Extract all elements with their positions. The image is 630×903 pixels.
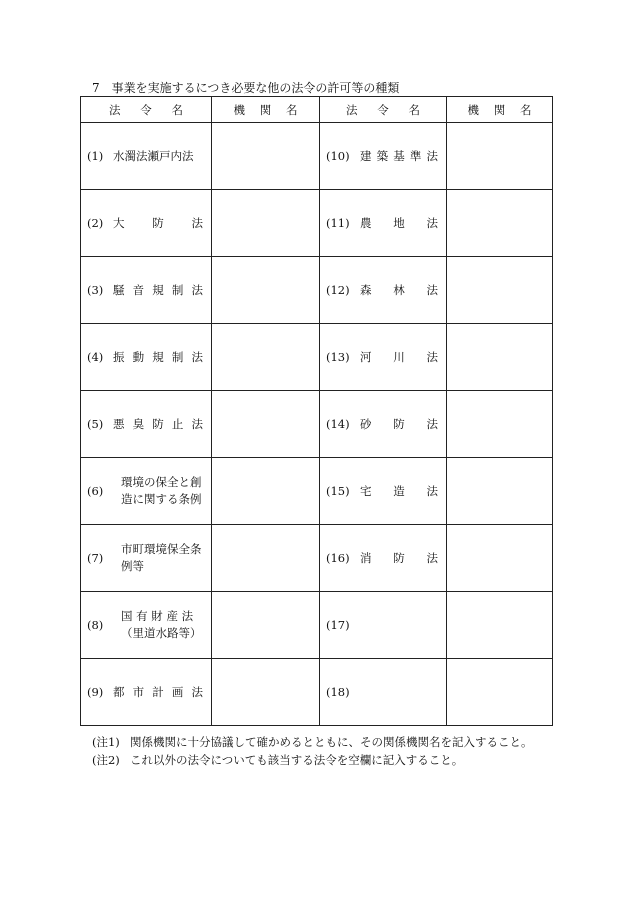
law-name-cell: [320, 190, 447, 257]
agency-cell[interactable]: [212, 458, 320, 525]
header-char: 令: [377, 102, 389, 117]
law-char: 法: [191, 417, 203, 431]
law-cell-content: [320, 123, 446, 189]
table-row: [81, 592, 553, 659]
agency-cell[interactable]: [212, 592, 320, 659]
law-cell-content: [320, 458, 446, 524]
law-name: [113, 282, 211, 298]
law-number: (2): [87, 216, 104, 230]
header-char: 名: [408, 102, 420, 117]
law-number: (9): [87, 685, 104, 699]
table-row: [81, 257, 553, 324]
law-number: (10): [326, 149, 350, 163]
law-name-cell: [81, 458, 212, 525]
law-number: (3): [87, 283, 104, 297]
header-agency-left: [212, 97, 320, 123]
law-number: (15): [326, 484, 350, 498]
law-char: 地: [393, 216, 405, 230]
law-char: 準: [409, 149, 422, 163]
law-char: 法: [191, 283, 203, 297]
law-name: [360, 282, 446, 298]
notes: [92, 733, 533, 769]
law-char: 建: [360, 149, 372, 163]
law-cell-content: [320, 391, 446, 457]
law-char: 河: [360, 350, 372, 364]
law-char: 法: [426, 149, 438, 163]
law-cell-content: [81, 659, 211, 725]
agency-cell[interactable]: [212, 123, 320, 190]
law-number: (6): [87, 484, 104, 498]
law-cell-content: [81, 324, 211, 390]
law-char: 防: [393, 417, 405, 431]
law-cell-content: [81, 525, 211, 591]
law-number: (7): [87, 551, 104, 565]
law-name-cell: [81, 592, 212, 659]
law-char: 防: [152, 216, 164, 230]
law-name: [113, 416, 211, 432]
agency-cell[interactable]: [447, 257, 553, 324]
note-2: [92, 751, 533, 769]
law-number: (17): [326, 618, 350, 632]
table-row: [81, 525, 553, 592]
law-name: [360, 148, 446, 164]
law-name: 市町環境保全条 例等: [121, 542, 202, 573]
table-row: [81, 458, 553, 525]
law-number: (8): [87, 618, 104, 632]
note-text: これ以外の法令についても該当する法令を空欄に記入すること。: [130, 753, 464, 767]
law-name: [113, 684, 211, 700]
law-char: 制: [171, 350, 184, 364]
agency-cell[interactable]: [212, 391, 320, 458]
agency-cell[interactable]: [447, 123, 553, 190]
law-char: 防: [393, 551, 405, 565]
law-char: 大: [113, 216, 125, 230]
law-cell-content: [81, 391, 211, 457]
law-name-cell: [320, 592, 447, 659]
law-cell-content: [81, 592, 211, 658]
header-char: 機: [467, 102, 479, 117]
law-cell-content: [81, 190, 211, 256]
agency-cell[interactable]: [212, 257, 320, 324]
law-name: [360, 550, 446, 566]
header-char: 名: [171, 102, 183, 117]
law-char: 農: [360, 216, 372, 230]
law-cell-content: [81, 458, 211, 524]
law-cell-content: [320, 257, 446, 323]
law-number: (4): [87, 350, 104, 364]
law-char: 止: [171, 417, 184, 431]
law-cell-content: [320, 659, 446, 725]
agency-cell[interactable]: [447, 592, 553, 659]
table-row: [81, 659, 553, 726]
header-char: 名: [520, 102, 532, 117]
law-char: 悪: [113, 417, 125, 431]
agency-cell[interactable]: [447, 659, 553, 726]
header-char: 関: [259, 102, 272, 117]
law-char: 規: [152, 283, 164, 297]
law-name-cell: [320, 123, 447, 190]
law-number: (16): [326, 551, 350, 565]
header-char: 機: [233, 102, 245, 117]
agency-cell[interactable]: [212, 525, 320, 592]
law-name: [113, 215, 211, 231]
law-char: 法: [426, 350, 438, 364]
law-char: 基: [393, 149, 405, 163]
law-name-cell: [320, 391, 447, 458]
header-law-name-right: [320, 97, 447, 123]
law-cell-content: [320, 324, 446, 390]
law-name-cell: [320, 458, 447, 525]
law-cell-content: [320, 525, 446, 591]
law-char: 臭: [132, 417, 145, 431]
law-name-cell: [81, 659, 212, 726]
permits-table: [80, 96, 553, 726]
law-char: 動: [132, 350, 145, 364]
header-char: 法: [346, 102, 358, 117]
law-name-cell: [81, 123, 212, 190]
law-char: 騒: [113, 283, 125, 297]
header-agency-right: [447, 97, 553, 123]
law-char: 防: [152, 417, 164, 431]
header-char: 令: [140, 102, 152, 117]
table-row: [81, 190, 553, 257]
note-tag: (注1): [92, 735, 120, 749]
law-char: 造: [393, 484, 405, 498]
agency-cell[interactable]: [212, 190, 320, 257]
law-char: 消: [360, 551, 372, 565]
agency-cell[interactable]: [447, 324, 553, 391]
law-char: 規: [152, 350, 164, 364]
agency-cell[interactable]: [212, 659, 320, 726]
law-char: 宅: [360, 484, 372, 498]
header-char: 関: [493, 102, 506, 117]
law-number: (5): [87, 417, 104, 431]
law-name-cell: [81, 324, 212, 391]
law-number: (18): [326, 685, 350, 699]
law-char: 画: [171, 685, 184, 699]
law-char: 音: [132, 283, 145, 297]
law-char: 法: [426, 417, 438, 431]
law-name-cell: [81, 391, 212, 458]
law-char: 法: [426, 216, 438, 230]
agency-cell[interactable]: [447, 391, 553, 458]
law-name-cell: [320, 324, 447, 391]
law-number: (11): [326, 216, 350, 230]
law-char: 法: [426, 283, 438, 297]
law-name-cell: [320, 659, 447, 726]
header-char: 法: [109, 102, 121, 117]
law-char: 法: [191, 216, 203, 230]
law-char: 森: [360, 283, 372, 297]
law-char: 市: [132, 685, 145, 699]
law-char: 振: [113, 350, 125, 364]
law-number: (14): [326, 417, 350, 431]
agency-cell[interactable]: [447, 190, 553, 257]
law-name-cell: [81, 190, 212, 257]
law-char: 砂: [360, 417, 372, 431]
law-name: [360, 349, 446, 365]
table-row: [81, 391, 553, 458]
law-name-cell: [320, 525, 447, 592]
law-name: [360, 215, 446, 231]
note-1: [92, 733, 533, 751]
note-text: 関係機関に十分協議して確かめるとともに、その関係機関名を記入すること。: [130, 735, 533, 749]
law-name-cell: [81, 257, 212, 324]
agency-cell[interactable]: [447, 458, 553, 525]
law-char: 制: [171, 283, 184, 297]
law-char: 築: [376, 149, 389, 163]
law-name: 環境の保全と創 造に関する条例: [121, 475, 202, 506]
law-name: [360, 416, 446, 432]
law-char: 法: [426, 484, 438, 498]
table-header-row: [81, 97, 553, 123]
law-char: 林: [393, 283, 405, 297]
law-cell-content: [81, 123, 211, 189]
law-name: [113, 349, 211, 365]
law-char: 川: [393, 350, 405, 364]
law-number: (1): [87, 149, 104, 163]
table-row: [81, 123, 553, 190]
table-row: [81, 324, 553, 391]
law-cell-content: [320, 190, 446, 256]
law-name-cell: [320, 257, 447, 324]
law-cell-content: [320, 592, 446, 658]
header-law-name-left: [81, 97, 212, 123]
law-char: 法: [191, 685, 203, 699]
agency-cell[interactable]: [212, 324, 320, 391]
header-char: 名: [286, 102, 298, 117]
law-char: 法: [191, 350, 203, 364]
law-name: 水濁法瀬戸内法: [113, 149, 194, 163]
agency-cell[interactable]: [447, 525, 553, 592]
law-char: 法: [426, 551, 438, 565]
section-title: 7 事業を実施するにつき必要な他の法令の許可等の種類: [92, 81, 400, 95]
law-name: 国 有 財 産 法 （里道水路等）: [121, 609, 202, 640]
law-char: 都: [113, 685, 125, 699]
law-char: 計: [152, 685, 164, 699]
law-name: [360, 483, 446, 499]
law-number: (12): [326, 283, 350, 297]
law-name-cell: [81, 525, 212, 592]
law-number: (13): [326, 350, 350, 364]
note-tag: (注2): [92, 753, 120, 767]
law-cell-content: [81, 257, 211, 323]
